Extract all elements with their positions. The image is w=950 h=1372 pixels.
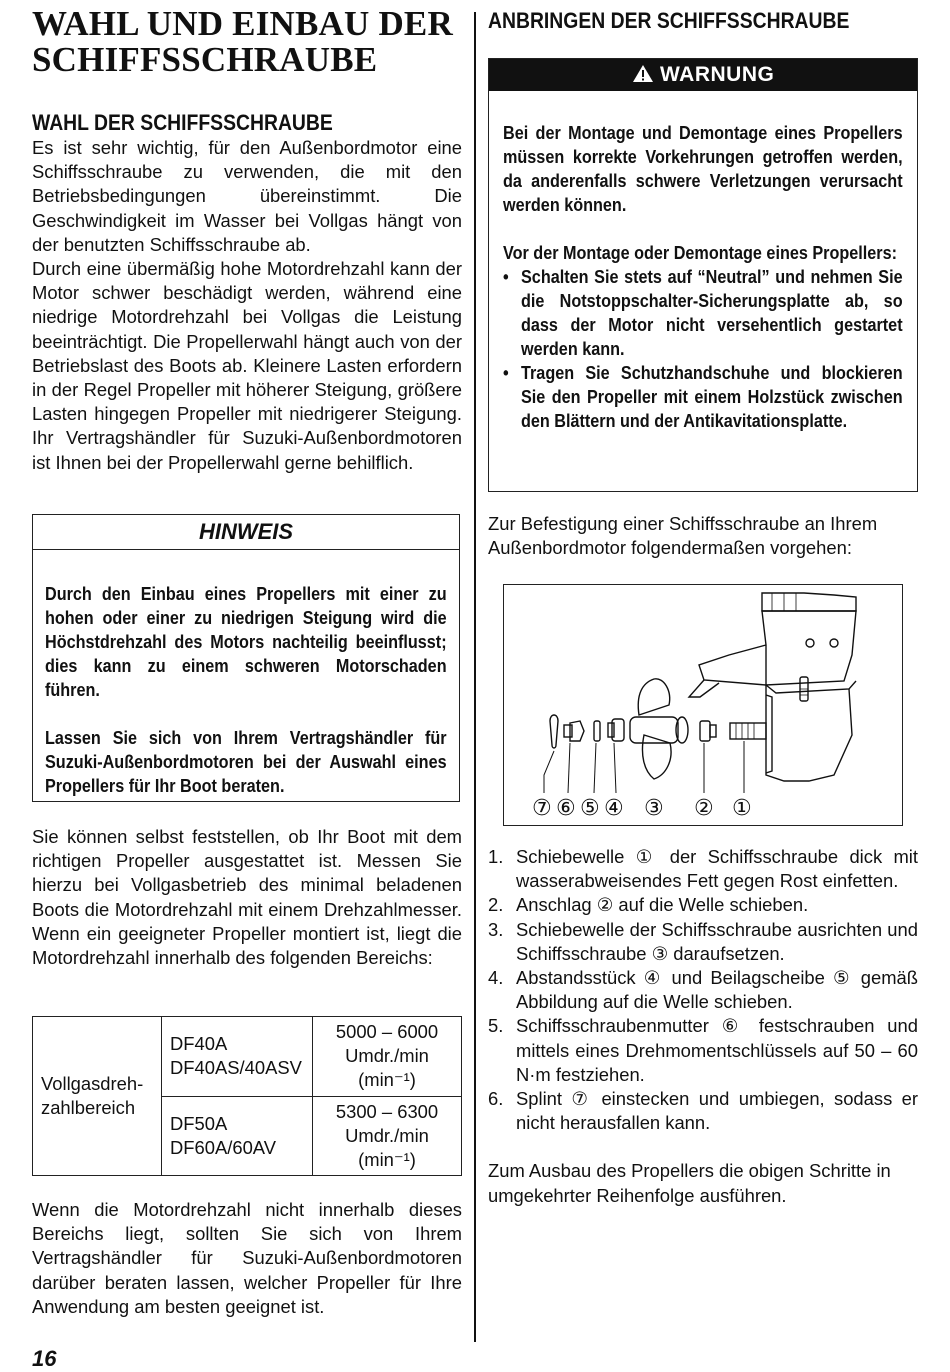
warning-list xyxy=(503,265,903,433)
step-number: 6. xyxy=(488,1088,504,1110)
warning-text-1: Bei der Montage und Demontage eines Propellers müssen korrekte Vorkehrungen getroffen werden, da anderenfalls schwere Verletzungen verursacht werden können. xyxy=(503,123,903,215)
check-section xyxy=(32,825,462,970)
page-number: 16 xyxy=(32,1346,57,1371)
warning-text-2: Vor der Montage oder Demontage eines Propellers: xyxy=(503,243,897,263)
propeller-assembly-illustration xyxy=(504,585,901,824)
page-title-line2: SCHIFFSSCHRAUBE xyxy=(32,40,378,79)
notice-box xyxy=(32,514,460,802)
step-number: 2. xyxy=(488,894,504,916)
notice-text-1: Durch den Einbau eines Propellers mit einer zu hohen oder einer zu niedrigen Steigung wird die Höchstdrehzahl des Motors nachteilig beeinflusst; dies kann zu einem schweren Motorschaden führen. xyxy=(45,584,447,700)
column-divider xyxy=(474,12,476,1342)
rpm-unit-alt: (min⁻¹) xyxy=(358,1148,416,1170)
table-cell-model xyxy=(162,1096,313,1176)
diagram-label-2: ② xyxy=(694,796,714,821)
step-number: 5. xyxy=(488,1015,504,1037)
paragraph-removal: Zum Ausbau des Propellers die obigen Schritte in umgekehrter Reihenfolge ausführen. xyxy=(488,1160,891,1206)
rpm-range-label: Vollgasdreh-zahlbereich xyxy=(41,1073,144,1118)
propeller-diagram xyxy=(503,584,903,826)
intro-section xyxy=(488,512,918,560)
warning-bullet-text: Schalten Sie stets auf “Neutral” und nehmen Sie die Notstoppschalter-Sicherungsplatte ab, so dass der Motor nicht versehentlich gestartet werden kann. xyxy=(521,267,903,359)
list-item xyxy=(488,918,918,966)
page-title xyxy=(32,6,462,78)
notice-title: HINWEIS xyxy=(33,515,459,550)
step-text: Schiebewelle der Schiffsschraube ausrichten und Schiffsschraube ③ daraufsetzen. xyxy=(516,918,918,964)
step-text: Splint ⑦ einstecken und umbiegen, sodass er nicht herausfallen kann. xyxy=(516,1088,918,1134)
rpm-unit: Umdr./min xyxy=(345,1124,429,1146)
step-number: 1. xyxy=(488,846,504,867)
paragraph-advice: Wenn die Motordrehzahl nicht innerhalb dieses Bereichs liegt, sollten Sie sich von Ihrem Vertragshändler für Suzuki-Außenbordmotoren darüber beraten lassen, welcher Propeller für Ihre Anwendung am besten geeignet ist. xyxy=(32,1199,462,1317)
diagram-label-7: ⑦ xyxy=(532,796,552,821)
table-cell-model xyxy=(162,1017,313,1097)
rpm-unit: Umdr./min xyxy=(345,1045,429,1067)
list-item xyxy=(488,966,918,1014)
table-row xyxy=(33,1017,462,1097)
list-item xyxy=(488,845,918,893)
model-name: DF50A xyxy=(170,1112,228,1134)
advice-section xyxy=(32,1198,462,1319)
rpm-table xyxy=(32,1016,462,1176)
step-text: Anschlag ② auf die Welle schieben. xyxy=(516,894,809,916)
right-column xyxy=(488,8,918,34)
list-item xyxy=(488,893,918,917)
list-item xyxy=(488,1087,918,1135)
list-item xyxy=(488,1014,918,1087)
page-title-line1: WAHL UND EINBAU DER xyxy=(32,4,453,43)
paragraph-intro: Es ist sehr wichtig, für den Außenbordmotor eine Schiffsschraube zu verwenden, die mit den Betriebsbedingungen übereinstimmt. Die Geschwindigkeit im Wasser bei Vollgas hängt von der benutzten Schiffsschraube ab. xyxy=(32,137,462,255)
step-number: 3. xyxy=(488,918,504,940)
list-item: • Tragen Sie Schutzhandschuhe und blockieren Sie den Propeller mit einem Holzstück zwischen den Blättern und der Antikavitationsplatte. xyxy=(503,363,903,431)
model-name: DF60A/60AV xyxy=(170,1136,276,1158)
warning-triangle-icon xyxy=(632,64,654,83)
model-name: DF40AS/40ASV xyxy=(170,1057,302,1079)
diagram-label-6: ⑥ xyxy=(556,796,576,821)
table-cell-range xyxy=(313,1096,462,1176)
diagram-label-5: ⑤ xyxy=(580,796,600,821)
warning-box xyxy=(488,58,918,492)
diagram-label-1: ① xyxy=(732,796,752,821)
paragraph-intro-mount: Zur Befestigung einer Schiffsschraube an Ihrem Außenbordmotor folgendermaßen vorgehen: xyxy=(488,513,878,559)
notice-text-2: Lassen Sie sich von Ihrem Vertragshändler für Suzuki-Außenbordmotoren bei der Auswahl eines Propellers für Ihr Boot beraten. xyxy=(45,728,447,796)
rpm-range: 5300 – 6300 xyxy=(335,1100,439,1122)
warning-bullet-text: Tragen Sie Schutzhandschuhe und blockieren Sie den Propeller mit einem Holzstück zwischen den Blättern und der Antikavitationsplatte. xyxy=(521,363,903,431)
step-text: Abstandsstück ④ und Beilagscheibe ⑤ gemäß Abbildung auf die Welle schieben. xyxy=(516,967,918,1013)
section-heading-wahl: WAHL DER SCHIFFSSCHRAUBE xyxy=(32,110,333,135)
rpm-unit-alt: (min⁻¹) xyxy=(358,1069,416,1091)
steps-list xyxy=(488,845,918,1135)
left-column xyxy=(32,0,462,475)
rpm-range: 5000 – 6000 xyxy=(335,1021,439,1043)
diagram-label-4: ④ xyxy=(604,796,624,821)
model-name: DF40A xyxy=(170,1033,228,1055)
paragraph-check: Sie können selbst feststellen, ob Ihr Boot mit dem richtigen Propeller ausgestattet ist. Messen Sie hierzu bei Vollgasbetrieb des minimal beladenen Boots die Motordrehzahl mit einem Drehzahlmesser. Wenn ein geeigneter Propeller montiert ist, liegt die Motordrehzahl innerhalb des folgenden Bereichs: xyxy=(32,826,462,969)
step-text: Schiffsschraubenmutter ⑥ festschrauben und mittels eines Drehmomentschlüssels auf 50 – 60 N·m festziehen. xyxy=(516,1015,918,1085)
warning-header xyxy=(489,59,917,91)
diagram-label-3: ③ xyxy=(644,796,664,821)
warning-title: WARNUNG xyxy=(660,63,775,86)
section-heading-anbringen: ANBRINGEN DER SCHIFFSSCHRAUBE xyxy=(488,8,850,33)
list-item: • Schalten Sie stets auf “Neutral” und nehmen Sie die Notstoppschalter-Sicherungsplatte ab, so dass der Motor nicht versehentlich gestartet werden kann. xyxy=(503,267,903,359)
step-number: 4. xyxy=(488,967,504,989)
paragraph-drehzahl: Durch eine übermäßig hohe Motordrehzahl kann der Motor schwer beschädigt werden, während eine niedrige Motordrehzahl bei Vollgas die Leistung beeinträchtigt. Die Propellerwahl hängt auch von der Betriebslast des Boots ab. Kleinere Lasten erfordern in der Regel Propeller mit höherer Steigung, größere Lasten hingegen Propeller mit niedrigerer Steigung. Ihr Vertragshändler für Suzuki-Außenbordmotoren ist Ihnen bei der Propellerwahl gerne behilflich. xyxy=(32,258,462,473)
step-text: Schiebewelle ① der Schiffsschraube dick mit wasserabweisendes Fett gegen Rost einfetten. xyxy=(516,846,918,892)
steps-section xyxy=(488,845,918,1208)
table-row-label xyxy=(33,1017,162,1176)
table-cell-range xyxy=(313,1017,462,1097)
